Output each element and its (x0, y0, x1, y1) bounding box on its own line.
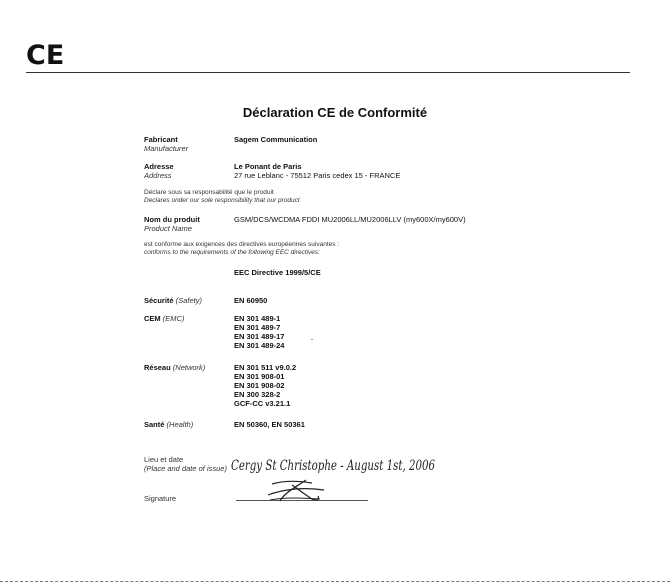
place-date-label: Lieu et date (144, 455, 184, 464)
standard-item: GCF-CC v3.21.1 (234, 399, 291, 408)
manufacturer-value: Sagem Communication (234, 135, 318, 144)
standard-item: EN 60950 (234, 296, 268, 305)
safety-label-fr: Sécurité (144, 296, 174, 305)
network-label-fr: Réseau (144, 363, 171, 372)
header-rule (26, 72, 630, 73)
handwritten-place-date-text: Cergy St Christophe - August 1st, 2006 (231, 458, 436, 474)
conformity-en: conforms to the requirements of the following EEC directives: (144, 249, 320, 256)
product-label: Nom du produit (144, 215, 200, 224)
place-date-label-en: (Place and date of issue) (144, 464, 227, 473)
scan-edge (0, 581, 670, 582)
health-label (144, 420, 193, 429)
manufacturer-label-en: Manufacturer (144, 144, 189, 153)
responsibility-en: Declares under our sole responsibility that our product (144, 197, 300, 204)
manufacturer-label: Fabricant (144, 135, 178, 144)
standard-item: EN 301 489-1 (234, 314, 281, 323)
address-line1: Le Ponant de Paris (234, 162, 302, 171)
health-values (234, 420, 305, 429)
product-label-en: Product Name (144, 224, 192, 233)
standard-item: EN 301 489-17 (234, 332, 285, 341)
product-value: GSM/DCS/WCDMA FDDI MU2006LL/MU2006LLV (my600X/my600V) (234, 215, 466, 224)
health-label-en: (Health) (166, 420, 194, 429)
safety-values (234, 296, 267, 305)
emc-label-en: (EMC) (162, 314, 185, 323)
ce-logo (26, 40, 72, 71)
signature-label: Signature (144, 494, 177, 503)
health-label-fr: Santé (144, 420, 165, 429)
network-label (144, 363, 205, 372)
safety-label (144, 296, 202, 305)
emc-values (234, 314, 284, 350)
directive: EEC Directive 1999/5/CE (234, 268, 321, 277)
scan-speck (311, 339, 313, 340)
responsibility-fr: Déclare sous sa responsabilité que le produit (144, 189, 274, 196)
address-label-en: Address (144, 171, 172, 180)
standard-item: EN 301 489-24 (234, 341, 285, 350)
conformity-fr: est conforme aux exigences des directives européennes suivantes : (144, 241, 340, 248)
standard-item: EN 300 328-2 (234, 390, 281, 399)
ce-logo-text: CE (26, 40, 65, 71)
standard-item: EN 301 511 v9.0.2 (234, 363, 297, 372)
network-label-en: (Network) (172, 363, 206, 372)
network-values (234, 363, 296, 408)
signature-mark (262, 477, 332, 503)
standard-item: EN 50360, EN 50361 (234, 420, 305, 429)
page-title: Déclaration CE de Conformité (242, 105, 428, 120)
standard-item: EN 301 908-02 (234, 381, 285, 390)
emc-label (144, 314, 184, 323)
standard-item: EN 301 489-7 (234, 323, 281, 332)
safety-label-en: (Safety) (175, 296, 202, 305)
address-label: Adresse (144, 162, 174, 171)
emc-label-fr: CEM (144, 314, 161, 323)
address-line2: 27 rue Leblanc - 75512 Paris cedex 15 - FRANCE (234, 171, 401, 180)
standard-item: EN 301 908-01 (234, 372, 285, 381)
handwritten-place-date (231, 448, 441, 478)
